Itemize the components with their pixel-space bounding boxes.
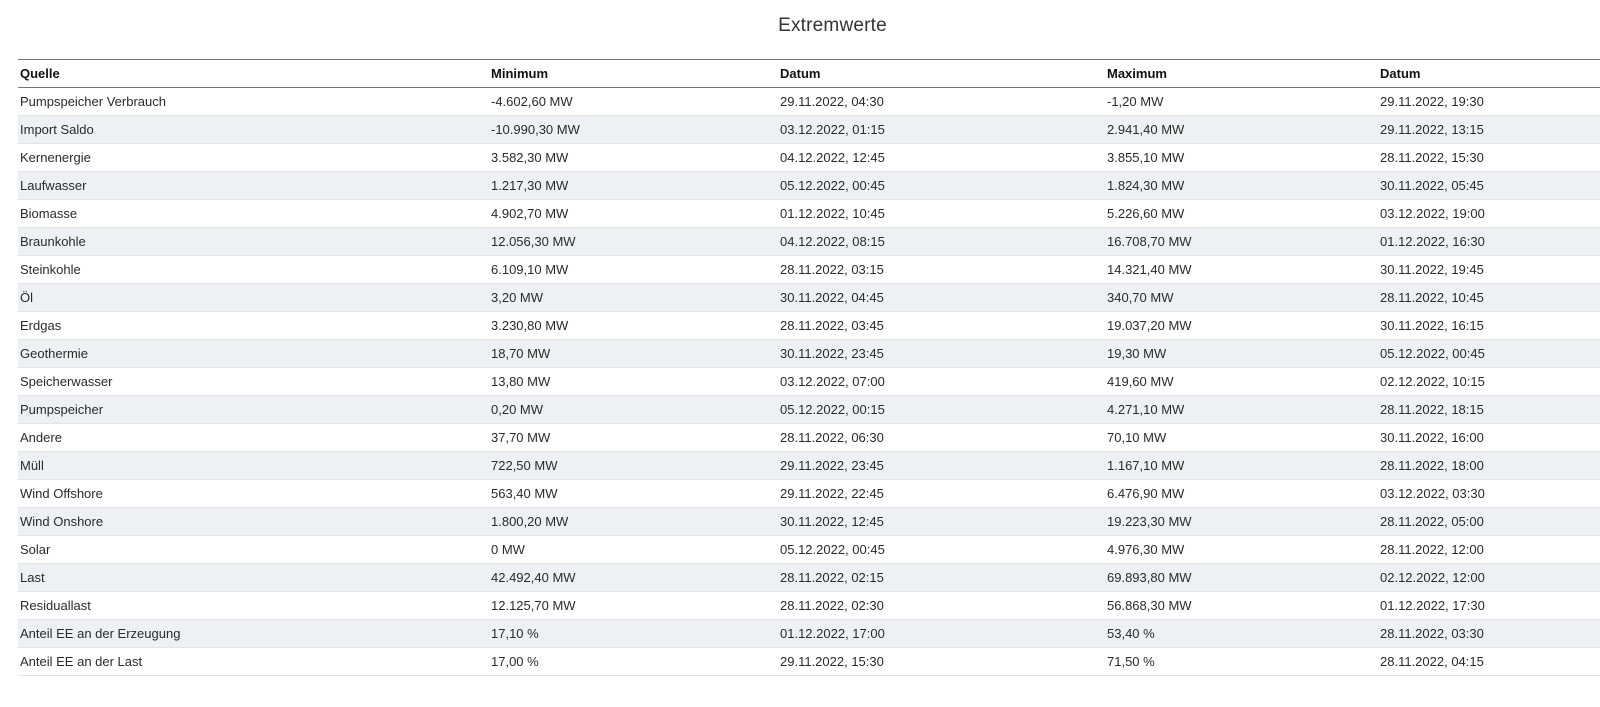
table-row: [18, 424, 1600, 452]
cell-source: Pumpspeicher: [18, 396, 489, 424]
cell-minimum: -4.602,60 MW: [489, 88, 778, 116]
table-body: [18, 88, 1600, 676]
cell-maximum: 71,50 %: [1105, 648, 1378, 676]
cell-maximum: 4.271,10 MW: [1105, 396, 1378, 424]
table-row: [18, 200, 1600, 228]
table-row: [18, 228, 1600, 256]
cell-minimum: -10.990,30 MW: [489, 116, 778, 144]
cell-minimum: 13,80 MW: [489, 368, 778, 396]
cell-minimum-date: 03.12.2022, 07:00: [778, 368, 1105, 396]
cell-minimum-date: 05.12.2022, 00:15: [778, 396, 1105, 424]
cell-maximum: 1.167,10 MW: [1105, 452, 1378, 480]
cell-source: Speicherwasser: [18, 368, 489, 396]
table-row: [18, 256, 1600, 284]
cell-minimum-date: 01.12.2022, 17:00: [778, 620, 1105, 648]
table-row: [18, 312, 1600, 340]
cell-maximum-date: 03.12.2022, 03:30: [1378, 480, 1600, 508]
table-row: [18, 172, 1600, 200]
cell-maximum: 16.708,70 MW: [1105, 228, 1378, 256]
cell-minimum-date: 28.11.2022, 03:15: [778, 256, 1105, 284]
extremes-table: [18, 59, 1600, 676]
column-header-maximum-date[interactable]: Datum: [1380, 66, 1421, 81]
cell-maximum: 3.855,10 MW: [1105, 144, 1378, 172]
cell-maximum: 19.223,30 MW: [1105, 508, 1378, 536]
cell-minimum: 722,50 MW: [489, 452, 778, 480]
table-row: [18, 536, 1600, 564]
cell-maximum: 419,60 MW: [1105, 368, 1378, 396]
cell-maximum-date: 02.12.2022, 12:00: [1378, 564, 1600, 592]
cell-maximum: 6.476,90 MW: [1105, 480, 1378, 508]
cell-minimum-date: 30.11.2022, 04:45: [778, 284, 1105, 312]
cell-maximum: 2.941,40 MW: [1105, 116, 1378, 144]
cell-maximum-date: 29.11.2022, 19:30: [1378, 88, 1600, 116]
cell-minimum-date: 04.12.2022, 08:15: [778, 228, 1105, 256]
cell-minimum: 0 MW: [489, 536, 778, 564]
cell-source: Solar: [18, 536, 489, 564]
cell-source: Wind Offshore: [18, 480, 489, 508]
table-row: [18, 116, 1600, 144]
cell-minimum-date: 29.11.2022, 04:30: [778, 88, 1105, 116]
cell-minimum: 17,10 %: [489, 620, 778, 648]
cell-minimum: 1.217,30 MW: [489, 172, 778, 200]
cell-minimum-date: 05.12.2022, 00:45: [778, 536, 1105, 564]
cell-maximum: 69.893,80 MW: [1105, 564, 1378, 592]
cell-source: Kernenergie: [18, 144, 489, 172]
cell-maximum-date: 28.11.2022, 18:00: [1378, 452, 1600, 480]
cell-maximum: 70,10 MW: [1105, 424, 1378, 452]
cell-minimum-date: 28.11.2022, 06:30: [778, 424, 1105, 452]
table-row: [18, 648, 1600, 676]
cell-minimum-date: 29.11.2022, 22:45: [778, 480, 1105, 508]
cell-source: Anteil EE an der Erzeugung: [18, 620, 489, 648]
cell-source: Braunkohle: [18, 228, 489, 256]
cell-minimum-date: 28.11.2022, 02:15: [778, 564, 1105, 592]
cell-minimum: 1.800,20 MW: [489, 508, 778, 536]
cell-source: Residuallast: [18, 592, 489, 620]
cell-source: Steinkohle: [18, 256, 489, 284]
table-row: [18, 88, 1600, 116]
table-row: [18, 368, 1600, 396]
cell-maximum-date: 29.11.2022, 13:15: [1378, 116, 1600, 144]
cell-maximum-date: 30.11.2022, 19:45: [1378, 256, 1600, 284]
cell-maximum-date: 28.11.2022, 12:00: [1378, 536, 1600, 564]
cell-minimum: 17,00 %: [489, 648, 778, 676]
cell-minimum-date: 28.11.2022, 03:45: [778, 312, 1105, 340]
table-row: [18, 144, 1600, 172]
table-row: [18, 284, 1600, 312]
table-row: [18, 480, 1600, 508]
cell-minimum: 37,70 MW: [489, 424, 778, 452]
cell-maximum: 19,30 MW: [1105, 340, 1378, 368]
cell-source: Wind Onshore: [18, 508, 489, 536]
cell-maximum: 56.868,30 MW: [1105, 592, 1378, 620]
column-header-source[interactable]: Quelle: [20, 66, 60, 81]
column-header-minimum-date[interactable]: Datum: [780, 66, 821, 81]
cell-minimum-date: 04.12.2022, 12:45: [778, 144, 1105, 172]
cell-maximum-date: 28.11.2022, 03:30: [1378, 620, 1600, 648]
cell-minimum-date: 28.11.2022, 02:30: [778, 592, 1105, 620]
cell-minimum: 42.492,40 MW: [489, 564, 778, 592]
column-header-minimum[interactable]: Minimum: [491, 66, 549, 81]
cell-minimum: 563,40 MW: [489, 480, 778, 508]
cell-minimum-date: 03.12.2022, 01:15: [778, 116, 1105, 144]
cell-maximum-date: 28.11.2022, 04:15: [1378, 648, 1600, 676]
cell-minimum: 12.056,30 MW: [489, 228, 778, 256]
table-row: [18, 564, 1600, 592]
table-row: [18, 452, 1600, 480]
cell-maximum-date: 02.12.2022, 10:15: [1378, 368, 1600, 396]
cell-maximum-date: 05.12.2022, 00:45: [1378, 340, 1600, 368]
cell-minimum-date: 01.12.2022, 10:45: [778, 200, 1105, 228]
cell-minimum: 6.109,10 MW: [489, 256, 778, 284]
cell-maximum: 1.824,30 MW: [1105, 172, 1378, 200]
cell-minimum-date: 29.11.2022, 15:30: [778, 648, 1105, 676]
cell-maximum: -1,20 MW: [1105, 88, 1378, 116]
cell-maximum-date: 01.12.2022, 16:30: [1378, 228, 1600, 256]
cell-source: Geothermie: [18, 340, 489, 368]
cell-maximum: 19.037,20 MW: [1105, 312, 1378, 340]
cell-minimum: 3.582,30 MW: [489, 144, 778, 172]
table-header: [18, 60, 1600, 88]
cell-minimum: 3.230,80 MW: [489, 312, 778, 340]
cell-source: Import Saldo: [18, 116, 489, 144]
cell-source: Öl: [18, 284, 489, 312]
cell-source: Biomasse: [18, 200, 489, 228]
cell-maximum-date: 28.11.2022, 18:15: [1378, 396, 1600, 424]
table-row: [18, 340, 1600, 368]
cell-maximum-date: 30.11.2022, 16:15: [1378, 312, 1600, 340]
cell-minimum-date: 30.11.2022, 12:45: [778, 508, 1105, 536]
cell-maximum: 53,40 %: [1105, 620, 1378, 648]
cell-minimum-date: 30.11.2022, 23:45: [778, 340, 1105, 368]
table-row: [18, 592, 1600, 620]
cell-source: Andere: [18, 424, 489, 452]
cell-source: Pumpspeicher Verbrauch: [18, 88, 489, 116]
cell-maximum-date: 28.11.2022, 10:45: [1378, 284, 1600, 312]
cell-maximum-date: 28.11.2022, 15:30: [1378, 144, 1600, 172]
cell-maximum: 14.321,40 MW: [1105, 256, 1378, 284]
cell-minimum-date: 29.11.2022, 23:45: [778, 452, 1105, 480]
cell-source: Müll: [18, 452, 489, 480]
cell-minimum: 4.902,70 MW: [489, 200, 778, 228]
cell-source: Last: [18, 564, 489, 592]
cell-maximum-date: 03.12.2022, 19:00: [1378, 200, 1600, 228]
cell-minimum: 18,70 MW: [489, 340, 778, 368]
cell-source: Erdgas: [18, 312, 489, 340]
cell-maximum: 340,70 MW: [1105, 284, 1378, 312]
cell-maximum-date: 30.11.2022, 05:45: [1378, 172, 1600, 200]
extremes-table-container: [18, 59, 1600, 676]
cell-maximum-date: 30.11.2022, 16:00: [1378, 424, 1600, 452]
column-header-maximum[interactable]: Maximum: [1107, 66, 1167, 81]
table-header-row: [18, 60, 1600, 88]
table-row: [18, 396, 1600, 424]
cell-maximum-date: 28.11.2022, 05:00: [1378, 508, 1600, 536]
cell-minimum: 12.125,70 MW: [489, 592, 778, 620]
cell-source: Laufwasser: [18, 172, 489, 200]
cell-source: Anteil EE an der Last: [18, 648, 489, 676]
cell-minimum: 3,20 MW: [489, 284, 778, 312]
cell-maximum-date: 01.12.2022, 17:30: [1378, 592, 1600, 620]
table-row: [18, 508, 1600, 536]
page-title: Extremwerte: [778, 15, 887, 36]
cell-minimum: 0,20 MW: [489, 396, 778, 424]
cell-maximum: 5.226,60 MW: [1105, 200, 1378, 228]
cell-minimum-date: 05.12.2022, 00:45: [778, 172, 1105, 200]
table-row: [18, 620, 1600, 648]
cell-maximum: 4.976,30 MW: [1105, 536, 1378, 564]
